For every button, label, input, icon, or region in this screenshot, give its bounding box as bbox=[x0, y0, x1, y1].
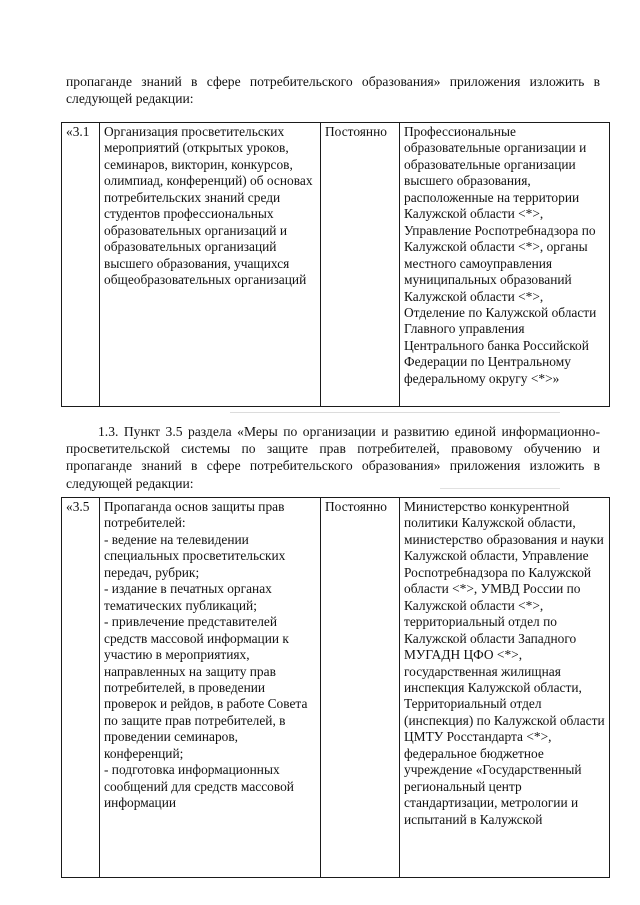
amendment-paragraph: 1.3. Пункт 3.5 раздела «Меры по организации и развитию единой информационно-просветительской системы по защите прав потребителей, правовому обучению и пропаганде знаний в сфере потребительского образования» приложения изложить в следующей редакции: bbox=[66, 424, 600, 491]
intro-paragraph: пропаганде знаний в сфере потребительского образования» приложения изложить в следующей редакции: bbox=[66, 74, 600, 107]
item-responsible: Министерство конкурентной политики Калужской области, министерство образования и науки Калужской области, Управление Роспотребнадзора по Калужской области <*>, УМВД России по Калужской области <*>, территориальный отдел по Калужской области Западного МУГАДН ЦФО <*>, государственная жилищная инспекция Калужской области, Территориальный отдел (инспекция) по Калужской области ЦМТУ Росстандарта <*>, федеральное бюджетное учреждение «Государственный региональный центр стандартизации, метрологии и испытаний в Калужской bbox=[400, 498, 610, 878]
action-line-print: - издание в печатных органах тематических публикаций; bbox=[104, 581, 272, 613]
action-line-media: - привлечение представителей средств массовой информации к участию в мероприятиях, направленных на защиту прав потребителей, в проведении проверок и рейдов, в работе Совета по защите прав потребителей, в проведении семинаров, конференций; bbox=[104, 614, 308, 761]
table-row bbox=[62, 498, 610, 878]
item-number: «3.1 bbox=[62, 123, 100, 407]
measures-table-3-1 bbox=[61, 122, 610, 407]
table-row bbox=[62, 123, 610, 407]
item-action: Организация просветительских мероприятий (открытых уроков, семинаров, викторин, конкурсов, олимпиад, конференций) об основах потребительских знаний среди студентов профессиональных образовательных организаций и образовательных организаций высшего образования, учащихся общеобразовательных организаций bbox=[100, 123, 321, 407]
item-action bbox=[100, 498, 321, 878]
item-responsible: Профессиональные образовательные организации и образовательные организации высшего образования, расположенные на территории Калужской области <*>, Управление Роспотребнадзора по Калужской области <*>, органы местного самоуправления муниципальных образований Калужской области <*>, Отделение по Калужской области Главного управления Центрального банка Российской Федерации по Центральному федеральному округу <*>» bbox=[400, 123, 610, 407]
item-number: «3.5 bbox=[62, 498, 100, 878]
action-line-tv: - ведение на телевидении специальных просветительских передач, рубрик; bbox=[104, 531, 286, 580]
measures-table-3-5 bbox=[61, 497, 610, 878]
item-term: Постоянно bbox=[321, 123, 400, 407]
action-line-heading: Пропаганда основ защиты прав потребителей: bbox=[104, 499, 285, 531]
item-term: Постоянно bbox=[321, 498, 400, 878]
action-line-messages: - подготовка информационных сообщений для средств массовой информации bbox=[104, 762, 294, 811]
scan-artifact-line bbox=[230, 412, 560, 413]
